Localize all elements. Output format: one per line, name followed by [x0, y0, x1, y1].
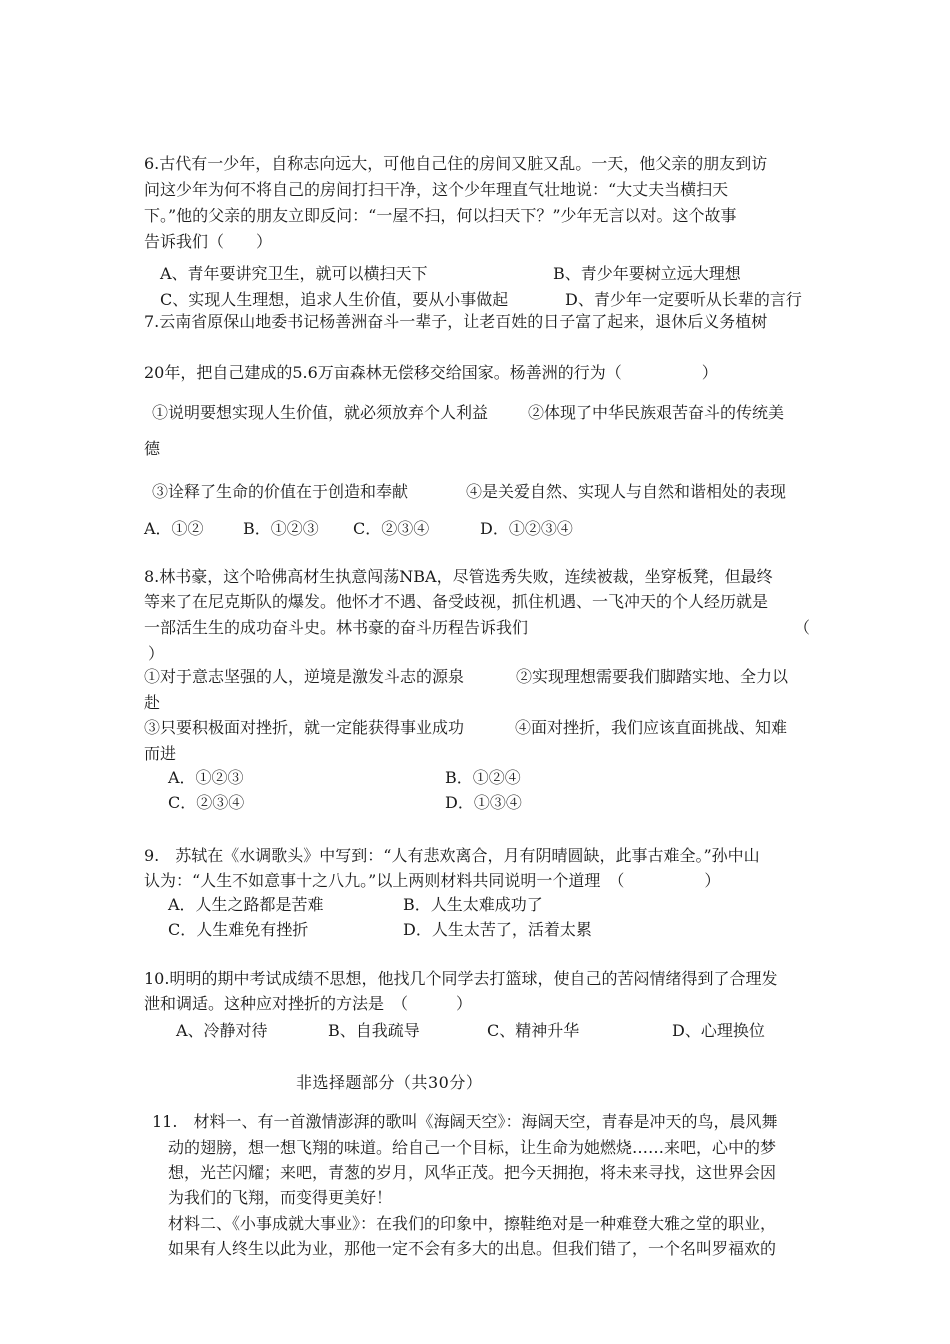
- q8-line-1: 8.林书豪，这个哈佛高材生执意闯荡NBA，尽管选秀失败，连续被裁，坐穿板凳，但最终: [144, 567, 773, 586]
- q7-line-2: 20年，把自己建成的5.6万亩森林无偿移交给国家。杨善洲的行为（ ）: [144, 363, 718, 382]
- q9-option-b: B．人生太难成功了: [403, 895, 543, 914]
- q9-option-a: A．人生之路都是苦难: [168, 895, 324, 914]
- q7-item-3: ③诠释了生命的价值在于创造和奉献: [152, 482, 409, 501]
- q7-option-b: B．①②③: [243, 519, 319, 538]
- q8-item-4-cont: 而进: [144, 744, 177, 763]
- q8-item-2-cont: 赴: [144, 693, 161, 712]
- q6-line-2: 问这少年为何不将自己的房间打扫干净，这个少年理直气壮地说：“大丈夫当横扫天: [144, 180, 729, 199]
- q10-option-b: B、自我疏导: [328, 1021, 420, 1040]
- q8-option-b: B．①②④: [445, 768, 521, 787]
- q8-paren-close: ）: [148, 644, 165, 663]
- q8-option-a: A．①②③: [168, 768, 244, 787]
- q8-option-c: C．②③④: [168, 793, 245, 812]
- q8-line-2: 等来了在尼克斯队的爆发。他怀才不遇、备受歧视，抓住机遇、一飞冲天的个人经历就是: [144, 592, 769, 611]
- q9-line-1: 9. 苏轼在《水调歌头》中写到：“人有悲欢离合，月有阴晴圆缺，此事古难全。”孙中山: [144, 846, 760, 865]
- q7-item-4: ④是关爱自然、实现人与自然和谐相处的表现: [466, 482, 787, 501]
- q7-item-1: ①说明要想实现人生价值，就必须放弃个人利益: [152, 403, 489, 422]
- q6-option-c: C、实现人生理想，追求人生价值，要从小事做起: [160, 290, 509, 309]
- q7-item-2-cont: 德: [144, 439, 161, 458]
- q10-option-a: A、冷静对待: [176, 1021, 268, 1040]
- q10-line-2: 泄和调适。这种应对挫折的方法是 （ ）: [144, 994, 473, 1013]
- q9-line-2: 认为：“人生不如意事十之八九。”以上两则材料共同说明一个道理 （ ）: [144, 871, 721, 890]
- q6-line-1: 6.古代有一少年，自称志向远大，可他自己住的房间又脏又乱。一天，他父亲的朋友到访: [144, 154, 768, 173]
- q10-line-1: 10.明明的期中考试成绩不思想，他找几个同学去打篮球，使自己的苦闷情绪得到了合理发: [144, 969, 778, 988]
- q11-line-3: 想，光芒闪耀；来吧，青葱的岁月，风华正茂。把今天拥抱，将未来寻找，这世界会因: [168, 1163, 777, 1182]
- q6-option-a: A、青年要讲究卫生，就可以横扫天下: [160, 264, 428, 283]
- q7-option-c: C．②③④: [353, 519, 430, 538]
- q8-line-3: 一部活生生的成功奋斗史。林书豪的奋斗历程告诉我们: [144, 618, 529, 637]
- q7-option-a: A．①②: [144, 519, 204, 538]
- q8-item-3: ③只要积极面对挫折，就一定能获得事业成功: [144, 718, 465, 737]
- section-heading: 非选择题部分（共30分）: [296, 1073, 483, 1092]
- q11-line-2: 动的翅膀，想一想飞翔的味道。给自己一个目标，让生命为她燃烧……来吧，心中的梦: [168, 1138, 777, 1157]
- q6-option-b: B、青少年要树立远大理想: [553, 264, 741, 283]
- q6-line-3: 下。”他的父亲的朋友立即反问：“一屋不扫，何以扫天下？”少年无言以对。这个故事: [144, 206, 737, 225]
- q11-line-5: 材料二、《小事成就大事业》：在我们的印象中，擦鞋绝对是一种难登大雅之堂的职业，: [168, 1214, 777, 1233]
- q7-option-d: D．①②③④: [480, 519, 573, 538]
- q10-option-c: C、精神升华: [487, 1021, 580, 1040]
- q11-line-6: 如果有人终生以此为业，那他一定不会有多大的出息。但我们错了，一个名叫罗福欢的: [168, 1239, 777, 1258]
- q6-option-d: D、青少年一定要听从长辈的言行: [565, 290, 802, 309]
- q7-item-2: ②体现了中华民族艰苦奋斗的传统美: [528, 403, 785, 422]
- q10-option-d: D、心理换位: [672, 1021, 765, 1040]
- q7-line-1: 7.云南省原保山地委书记杨善洲奋斗一辈子，让老百姓的日子富了起来，退休后义务植树: [144, 312, 768, 331]
- q8-option-d: D．①③④: [445, 793, 522, 812]
- q8-item-1: ①对于意志坚强的人，逆境是激发斗志的源泉: [144, 667, 465, 686]
- q11-line-1: 11. 材料一、有一首激情澎湃的歌叫《海阔天空》：海阔天空，青春是冲天的鸟，晨风舞: [152, 1112, 778, 1131]
- q9-option-d: D．人生太苦了，活着太累: [403, 920, 592, 939]
- q8-item-4: ④面对挫折，我们应该直面挑战、知难: [515, 718, 788, 737]
- q11-line-4: 为我们的飞翔，而变得更美好！: [168, 1188, 393, 1207]
- q8-item-2: ②实现理想需要我们脚踏实地、全力以: [516, 667, 789, 686]
- q9-option-c: C．人生难免有挫折: [168, 920, 309, 939]
- q6-line-4: 告诉我们（ ）: [144, 232, 273, 251]
- q8-paren-open: （: [794, 618, 811, 637]
